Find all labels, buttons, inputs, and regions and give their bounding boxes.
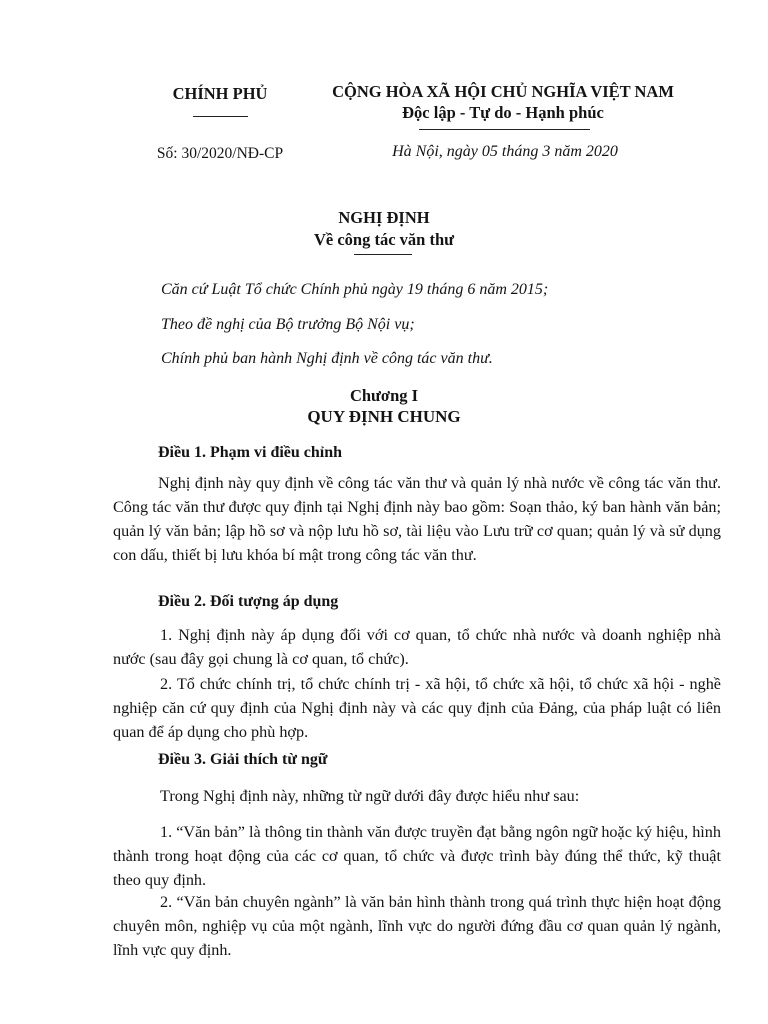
article-3-intro: Trong Nghị định này, những từ ngữ dưới đây được hiểu như sau: — [160, 787, 580, 805]
chapter-number: Chương I — [349, 386, 419, 405]
national-motto: Độc lập - Tự do - Hạnh phúc — [402, 103, 604, 122]
document-subject: Về công tác văn thư — [313, 230, 455, 249]
article-2-clause-1: 1. Nghị định này áp dụng đối với cơ quan, tổ chức nhà nước và doanh nghiệp nhà nước (sau đây gọi chung là cơ quan, tổ chức). — [113, 626, 721, 668]
preamble-legal-basis: Căn cứ Luật Tổ chức Chính phủ ngày 19 tháng 6 năm 2015; — [161, 281, 549, 298]
article-2-heading: Điều 2. Đối tượng áp dụng — [158, 593, 339, 610]
issuer-underline — [193, 116, 248, 117]
motto-underline — [419, 129, 590, 130]
article-3-clause-2: 2. “Văn bản chuyên ngành” là văn bản hình thành trong quá trình thực hiện hoạt động chuyên môn, nghiệp vụ của một ngành, lĩnh vực do người đứng đầu cơ quan quản lý ngành, lĩnh vực quy định. — [113, 893, 721, 959]
article-1-heading: Điều 1. Phạm vi điều chỉnh — [158, 444, 343, 461]
article-3-heading: Điều 3. Giải thích từ ngữ — [158, 751, 328, 768]
issuer-name: CHÍNH PHỦ — [172, 84, 268, 103]
document-type: NGHỊ ĐỊNH — [338, 208, 430, 227]
nation-title: CỘNG HÒA XÃ HỘI CHỦ NGHĨA VIỆT NAM — [332, 82, 674, 101]
preamble-proposal: Theo đề nghị của Bộ trưởng Bộ Nội vụ; — [161, 316, 415, 333]
article-3-clause-1: 1. “Văn bản” là thông tin thành văn được truyền đạt bằng ngôn ngữ hoặc ký hiệu, hình thành trong hoạt động của các cơ quan, tổ chức và được trình bày đúng thể thức, kỹ thuật theo quy định. — [113, 823, 721, 889]
document-number: Số: 30/2020/NĐ-CP — [156, 145, 284, 162]
article-1-paragraph: Nghị định này quy định về công tác văn thư và quản lý nhà nước về công tác văn thư. Công tác văn thư được quy định tại Nghị định này bao gồm: Soạn thảo, ký ban hành văn bản; quản lý văn bản; lập hồ sơ và nộp lưu hồ sơ, tài liệu vào Lưu trữ cơ quan; quản lý và sử dụng con dấu, thiết bị lưu khóa bí mật trong công tác văn thư. — [113, 474, 721, 564]
title-underline — [354, 254, 412, 255]
preamble-promulgation: Chính phủ ban hành Nghị định về công tác văn thư. — [161, 350, 493, 367]
chapter-name: QUY ĐỊNH CHUNG — [307, 407, 461, 426]
place-and-date: Hà Nội, ngày 05 tháng 3 năm 2020 — [392, 143, 618, 160]
article-2-clause-2: 2. Tổ chức chính trị, tổ chức chính trị - xã hội, tổ chức xã hội, tổ chức xã hội - nghề nghiệp căn cứ quy định của Nghị định này và các quy định của Đảng, của pháp luật có liên quan để áp dụng cho phù hợp. — [113, 675, 721, 741]
